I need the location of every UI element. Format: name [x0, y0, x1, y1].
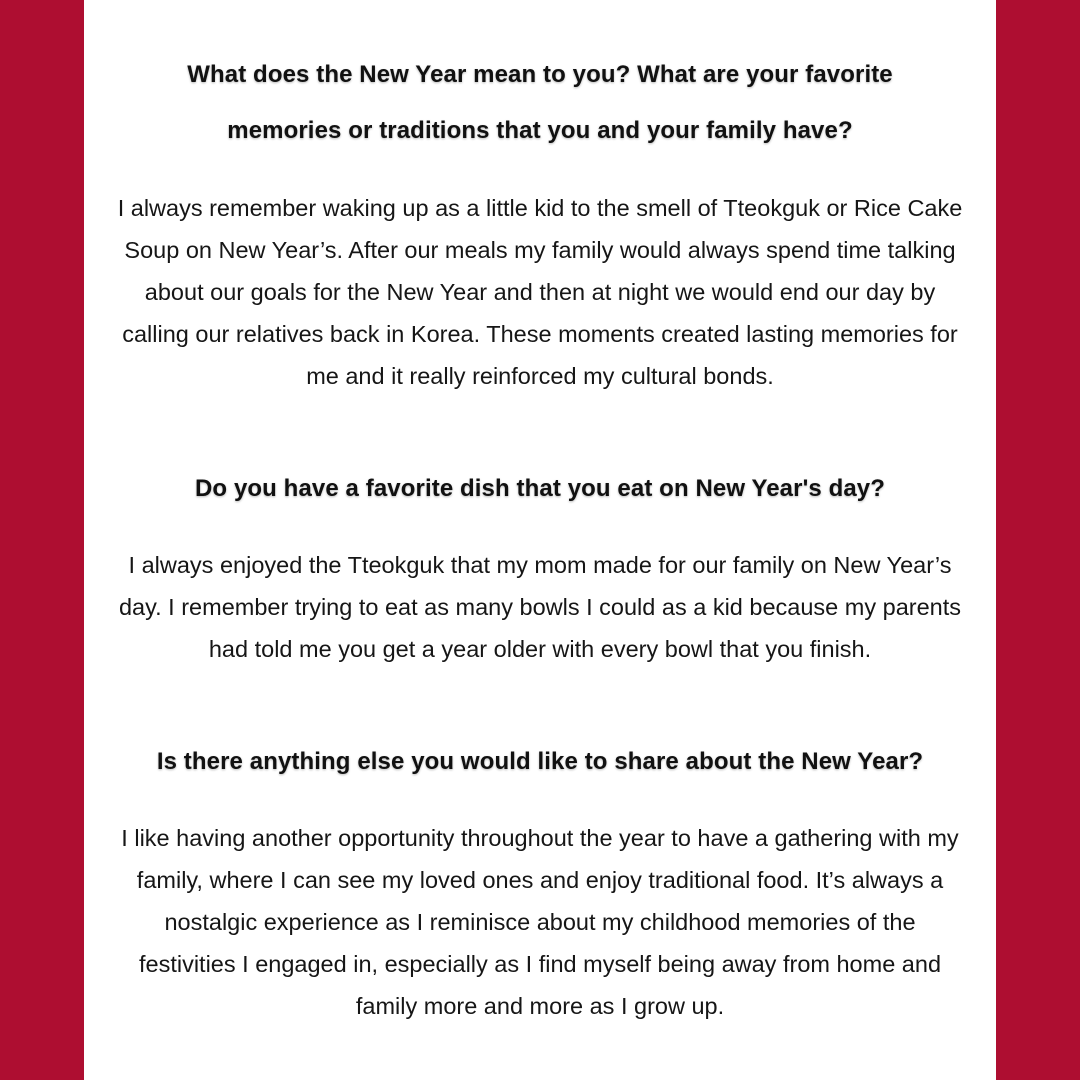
interview-card [84, 0, 996, 1080]
question-anything-else: Is there anything else you would like to share about the New Year? [156, 747, 924, 775]
left-red-border [0, 0, 84, 1080]
answer-anything-else: I like having another opportunity throughout the year to have a gathering with my family, where I can see my loved ones and enjoy traditional food. It’s always a nostalgic experience as I reminisce about my childhood memories of the festivities I engaged in, especially as I find myself being away from home and family more and more as I grow up. [121, 824, 959, 1019]
question-favorite-dish: Do you have a favorite dish that you eat on New Year's day? [194, 474, 886, 502]
answer-favorite-dish: I always enjoyed the Tteokguk that my mom made for our family on New Year’s day. I remember trying to eat as many bowls I could as a kid because my parents had told me you get a year older with every bowl that you finish. [118, 551, 962, 662]
question-new-year-meaning: What does the New Year mean to you? What are your favorite memories or traditions that you and your family have? [187, 60, 893, 144]
right-red-border [996, 0, 1080, 1080]
answer-new-year-meaning: I always remember waking up as a little kid to the smell of Tteokguk or Rice Cake Soup on New Year’s. After our meals my family would always spend time talking about our goals for the New Year and then at night we would end our day by calling our relatives back in Korea. These moments created lasting memories for me and it really reinforced my cultural bonds. [117, 194, 963, 389]
